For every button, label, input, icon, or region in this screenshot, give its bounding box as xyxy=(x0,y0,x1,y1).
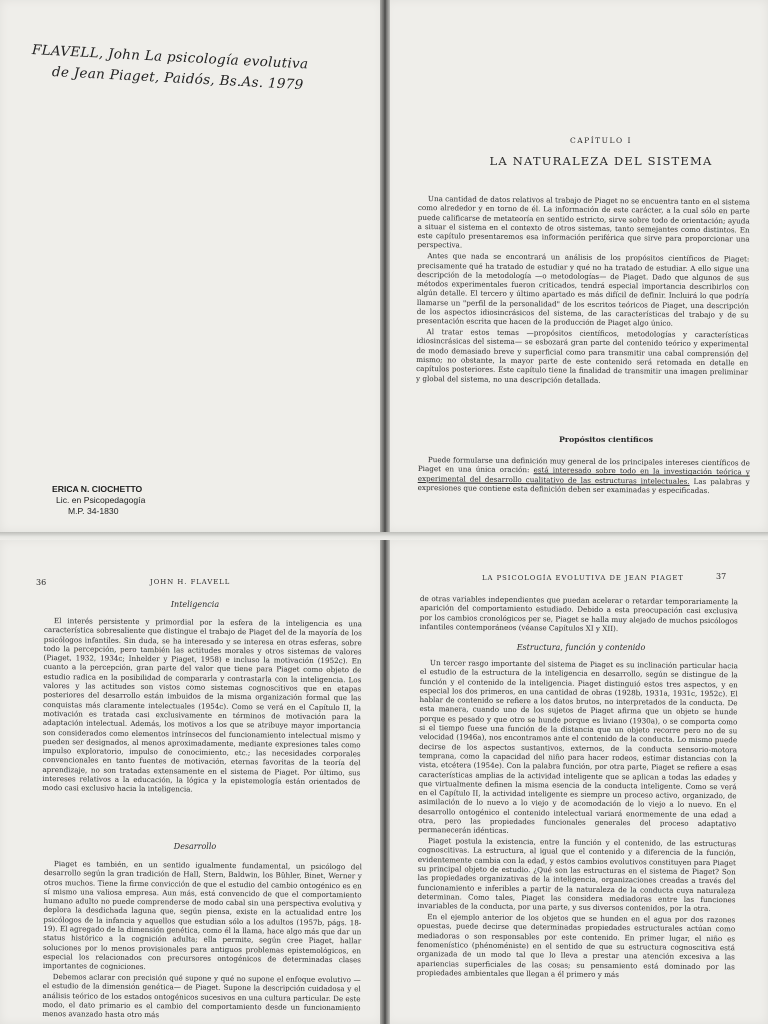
chapter-intro xyxy=(416,194,750,388)
paragraph-estructura-2: Piaget postula la existencia, entre la función y el contenido, de las estructuras cognoscitivas. La estructura, al igual que el contenido y a diferencia de la función, evidentemente cambia con la edad, y estos cambios evolutivos constituyen para Piaget su principal objeto de estudio. ¿Qué son las estructuras en el sistema de Piaget? Son las propiedades organizativas de la inteligencia, organizaciones creadas a través del funcionamiento e inferibles a partir de la naturaleza de la conducta cuya naturaleza determinan. Como tales, Piaget las considera mediadoras entre las funciones invariables de la conducta, por una parte, y sus diversos contenidos, por la otra. xyxy=(417,836,737,914)
paragraph-desarrollo-1: Piaget es también, en un sentido igualmente fundamental, un psicólogo del desarrollo según la gran tradición de Hall, Stern, Baldwin, los Bühler, Binet, Werner y otros muchos. Tiene la firme convicción de que el estudio del cambio ontogénico es en sí mismo una valiosa empresa. Aun más, está convencido de que el comportamiento humano adulto no puede comprenderse de modo cabal sin una perspectiva evolutiva y deplora la desdichada laguna que, según piensa, existe en la actualidad entre los psicólogos de la infancia y aquellos que estudian sólo a los adultos (1957b, págs. 18-19). El agregado de la dimensión genética, como él la llama, hace algo más que dar un status histórico a la cognición adulta; ella permite, según cree Piaget, hallar soluciones por lo menos provisionales para antiguos problemas epistemológicos, en especial los relacionados con precursores ontogénicos de determinadas clases importantes de cogniciones. xyxy=(42,859,362,972)
owner-stamp xyxy=(52,484,145,517)
heading-desarrollo: Desarrollo xyxy=(173,842,217,851)
running-head: LA PSICOLOGÍA EVOLUTIVA DE JEAN PIAGET xyxy=(482,574,684,582)
heading-inteligencia: Inteligencia xyxy=(170,600,220,609)
body-continuation xyxy=(420,594,738,636)
intro-paragraph-2: Antes que nada se encontrará un análisis de los propósitos científicos de Piaget: precisamente qué ha tratado de estudiar y qué no ha tratado de estudiar. A ello sigue una descripción de la metodología —o metodologías— de Piaget. Dado que algunos de sus métodos experimentales fueron criticados, tendrá especial importancia describirlos con algún detalle. El tercero y último apartado es más difícil de definir. Incluirá lo que podría llamarse un "perfil de la personalidad" de los escritos teóricos de Piaget, una descripción de los aspectos idiosincrásicos del sistema, de las características del trabajo y de su presentación escrita que hacen de la producción de Piaget algo único. xyxy=(416,251,750,329)
paragraph-continuation: de otras variables independientes que puedan acelerar o retardar temporariamente la aparición del comportamiento estudiado. Debido a esta preocupación casi exclusiva por los cambios cronológicos per se, Piaget se halla muy alejado de muchos psicólogos infantiles contemporáneos (véanse Capítulos XI y XII). xyxy=(419,594,738,633)
page-number: 37 xyxy=(716,572,727,581)
stamp-name: ERICA N. CIOCHETTO xyxy=(52,484,143,494)
paragraph-estructura-1: Un tercer rasgo importante del sistema de Piaget es su inclinación particular hacia el estudio de la estructura de la inteligencia en desarrollo, según se distingue de la función y el contenido de la inteligencia. Piaget distinguió estos tres aspectos, y en especial los dos primeros, en una cantidad de obras (1928b, 1931a, 1931c, 1952c). El hablar de contenido se refiere a los datos brutos, no interpretados de la conducta. De esta manera, cuando uno de los sujetos de Piaget afirma que un objeto se hunde porque es pesado y que otro se hunde porque es liviano (1930a), o se comporta como si el tiempo fuese una función de la distancia que un objeto recorre pero no de su velocidad (1946a), nos encontramos ante el contenido de la conducta. Lo mismo puede decirse de los aspectos sustantivos, externos, de la conducta sensorio-motora temprana, como la capacidad del niño para hacer rodeos, estimar distancias con la vista, etcétera (1954e). Con la palabra función, por otra parte, Piaget se refiere a esas características amplias de la actividad inteligente que se aplican a todas las edades y que virtualmente definen la misma esencia de la conducta inteligente. Como se verá en el Capítulo II, la actividad inteligente es siempre un proceso activo, organizado, de asimilación de lo nuevo a lo viejo y de acomodación de lo viejo a lo nuevo. En el desarrollo ontogénico el contenido intelectual variará enormemente de una edad a otra, pero las propiedades funcionales generales del proceso adaptativo permanecerán idénticas. xyxy=(418,658,738,836)
intro-paragraph-3: Al tratar estos temas —propósitos científicos, metodologías y características idiosincrásicas del sistema— se esbozará gran parte del contenido teórico y experimental de modo demasiado breve y superficial como para transmitir una cabal comprensión del mismo; no obstante, la mayor parte de este contenido será retomada en detalle en capítulos posteriores. Este capítulo tiene la finalidad de transmitir una imagen preliminar y global del sistema, no una descripción detallada. xyxy=(416,327,749,385)
body-desarrollo xyxy=(42,859,362,1023)
heading-estructura: Estructura, función y contenido xyxy=(516,643,646,652)
scan-divider xyxy=(0,532,768,540)
intro-paragraph-1: Una cantidad de datos relativos al trabajo de Piaget no se encuentra tanto en el sistema como alrededor y en torno de él. La información de este carácter, a la cual sólo en parte puede calificarse de metateoría en sentido estricto, sirve sobre todo de orientación; ayuda a situar el sistema en el contexto de otros sistemas, tanto semejantes como distintos. En este capítulo presentaremos esa información periférica que sirve para proporcionar una perspectiva. xyxy=(417,194,750,250)
running-head: JOHN H. FLAVELL xyxy=(150,578,231,586)
section-text-c: Las palabras y expresiones que contiene esta definición deben ser examinadas y especificadas. xyxy=(417,476,750,495)
page-bottom-left xyxy=(0,540,382,1024)
bottom-gutter-shadow xyxy=(380,540,390,1024)
paragraph-estructura-3: En el ejemplo anterior de los objetos que se hunden en el agua por dos razones opuestas, puede decirse que determinadas propiedades estructurales actúan como mediadoras o son responsables por este contenido. En primer lugar, el niño es fenomenístico (phénoméniste) en el sentido de que su estructura cognoscitiva está organizada de un modo tal que lo lleva a prestar una atención excesiva a las apariencias superficiales de las cosas; su pensamiento está dominado por las propiedades ambientales que llegan a él primero y más xyxy=(416,912,736,979)
page-bottom-right xyxy=(386,540,768,1024)
section-text-a: Puede formularse una definición muy general de los principales intereses científicos de Piaget en una única oración: xyxy=(417,455,750,475)
paragraph-desarrollo-2: Debemos aclarar con precisión qué supone y qué no supone el enfoque evolutivo —el estudio de la dimensión genética— de Piaget. Supone la descripción cuidadosa y el análisis teórico de los estados ontogénicos sucesivos en una cultura particular. De este modo, el dato primario es el cambio del comportamiento desde un funcionamiento menos avanzado hasta otro más xyxy=(42,972,361,1020)
section-text-underlined: está interesado sobre todo en la investigación teórica y experimental del desarrollo cualitativo de las estructuras intelectuales. xyxy=(417,465,750,486)
top-gutter-shadow xyxy=(380,0,390,532)
page-top-left xyxy=(0,0,382,532)
handwritten-citation-line-1: FLAVELL, John La psicología evolutiva xyxy=(31,42,309,73)
section-paragraph xyxy=(418,455,750,496)
stamp-registration: M.P. 34-1830 xyxy=(68,506,119,516)
chapter-label: CAPÍTULO I xyxy=(570,136,632,145)
body-estructura xyxy=(417,658,738,982)
section-heading: Propósitos científicos xyxy=(559,435,653,444)
paragraph-inteligencia: El interés persistente y primordial por la esfera de la inteligencia es una característica sobresaliente que distingue el trabajo de Piaget del de la mayoría de los psicólogos infantiles. Sin duda, se ha interesado y se interesa en otras esferas, sobre todo la percepción, pero también las actitudes morales y otros sistemas de valores (Piaget, 1932, 1934c; Inhelder y Piaget, 1958) e incluso la motivación (1952c). En cuanto a la percepción, gran parte del valor que tiene para Piaget como objeto de estudio radica en la posibilidad de compararla y contrastarla con la inteligencia. Los valores y las actitudes son vistos como sistemas cognoscitivos que en etapas posteriores del desarrollo están imbuidos de la misma organización formal que las conquistas más claramente intelectuales (1954c). Como se verá en el Capítulo II, la motivación es tratada casi exclusivamente en términos de motivación para la adaptación intelectual. Además, los motivos a los que se atribuye mayor importancia son considerados como elementos intrínsecos del funcionamiento intelectual mismo y pueden ser designados, al menos aproximadamente, mediante expresiones tales como impulso exploratorio, impulso de conocimiento, etc.; las necesidades corporales convencionales en tanto fuentes de motivación, eternas favoritas de la teoría del aprendizaje, no son tratadas extensamente en el sistema de Piaget. Por último, sus intereses relativos a la educación, la lógica y la epistemología están orientados de modo casi exclusivo hacia la inteligencia. xyxy=(42,616,362,794)
chapter-title: LA NATURALEZA DEL SISTEMA xyxy=(489,154,713,168)
section-body xyxy=(418,455,750,497)
page-number: 36 xyxy=(36,578,47,587)
body-inteligencia xyxy=(42,616,362,797)
handwritten-citation-line-2: de Jean Piaget, Paidós, Bs.As. 1979 xyxy=(51,64,304,94)
page-top-right xyxy=(386,0,768,532)
stamp-title: Lic. en Psicopedagogía xyxy=(56,495,146,505)
